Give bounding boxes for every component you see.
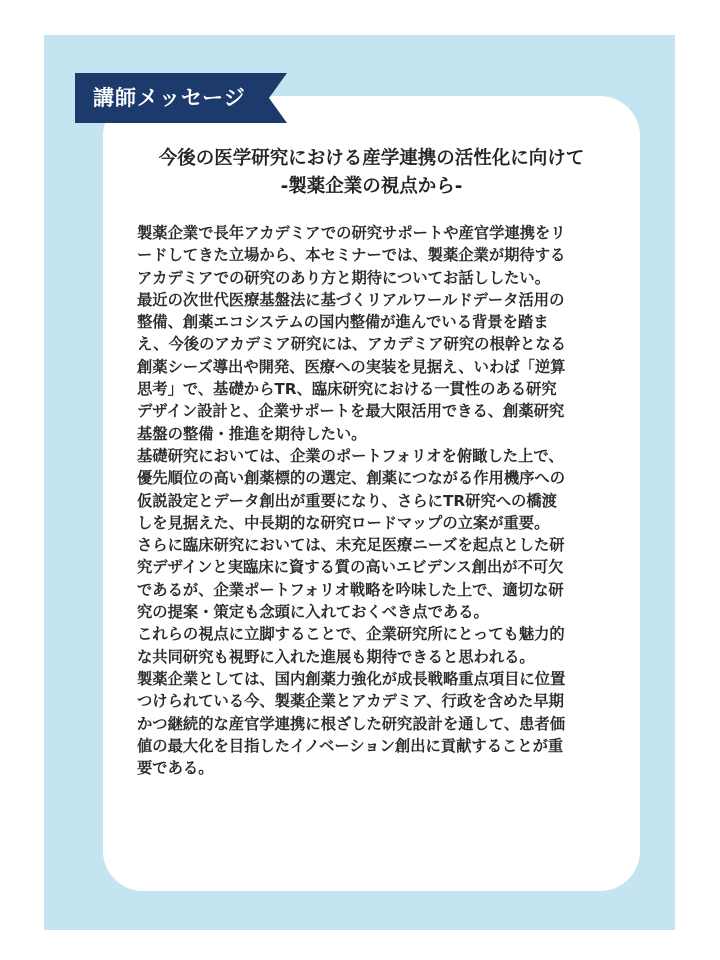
body-line: さらに臨床研究においては、未充足医療ニーズを起点とした研	[137, 536, 565, 555]
body-line: アカデミアでの研究のあり方と期待についてお話ししたい。	[137, 268, 551, 287]
body-line: 仮説設定とデータ創出が重要になり、さらにTR研究への橋渡	[137, 491, 557, 510]
body-line: 整備、創薬エコシステムの国内整備が進んでいる背景を踏ま	[137, 313, 549, 332]
message-body	[137, 222, 609, 779]
header-ribbon	[75, 73, 287, 123]
body-line: 製薬企業としては、国内創薬力強化が成長戦略重点項目に位置	[137, 669, 566, 688]
title-line-2: -製薬企業の視点から-	[280, 176, 463, 197]
body-line: しを見据えた、中長期的な研究ロードマップの立案が重要。	[137, 513, 550, 532]
body-line: 基盤の整備・推進を期待したい。	[137, 424, 367, 443]
body-line: デザイン設計と、企業サポートを最大限活用できる、創薬研究	[137, 402, 565, 421]
body-line: 究デザインと実臨床に資する質の高いエビデンス創出が不可欠	[137, 558, 564, 577]
body-line: 最近の次世代医療基盤法に基づくリアルワールドデータ活用の	[137, 290, 565, 309]
body-line: 製薬企業で長年アカデミアでの研究サポートや産官学連携をリ	[137, 224, 566, 242]
body-line: 値の最大化を目指したイノベーション創出に貢献することが重	[137, 736, 564, 755]
body-line: え、今後のアカデミア研究には、アカデミア研究の根幹となる	[137, 335, 566, 354]
body-line: かつ継続的な産官学連携に根ざした研究設計を通して、患者価	[137, 714, 566, 733]
body-line: 思考」で、基礎からTR、臨床研究における一貫性のある研究	[137, 380, 557, 399]
page-title	[103, 145, 640, 201]
title-line-1: 今後の医学研究における産学連携の活性化に向けて	[158, 148, 585, 169]
body-line: つけられている今、製薬企業とアカデミア、行政を含めた早期	[137, 692, 564, 711]
body-line: 究の提案・策定も念頭に入れておくべき点である。	[137, 603, 489, 622]
body-line: であるが、企業ポートフォリオ戦略を吟味した上で、適切な研	[137, 580, 564, 599]
header-label: 講師メッセージ	[93, 86, 246, 110]
body-line: 基礎研究においては、企業のポートフォリオを俯瞰した上で、	[137, 446, 564, 465]
body-line: 創薬シーズ導出や開発、医療への実装を見据え、いわば「逆算	[137, 357, 566, 376]
body-line: ードしてきた立場から、本セミナーでは、製薬企業が期待する	[137, 246, 566, 265]
body-line: な共同研究も視野に入れた進展も期待できると思われる。	[137, 647, 535, 666]
body-line: 優先順位の高い創薬標的の選定、創薬につながる作用機序への	[137, 469, 566, 488]
body-line: これらの視点に立脚することで、企業研究所にとっても魅力的	[137, 625, 565, 644]
body-line: 要である。	[137, 759, 214, 778]
